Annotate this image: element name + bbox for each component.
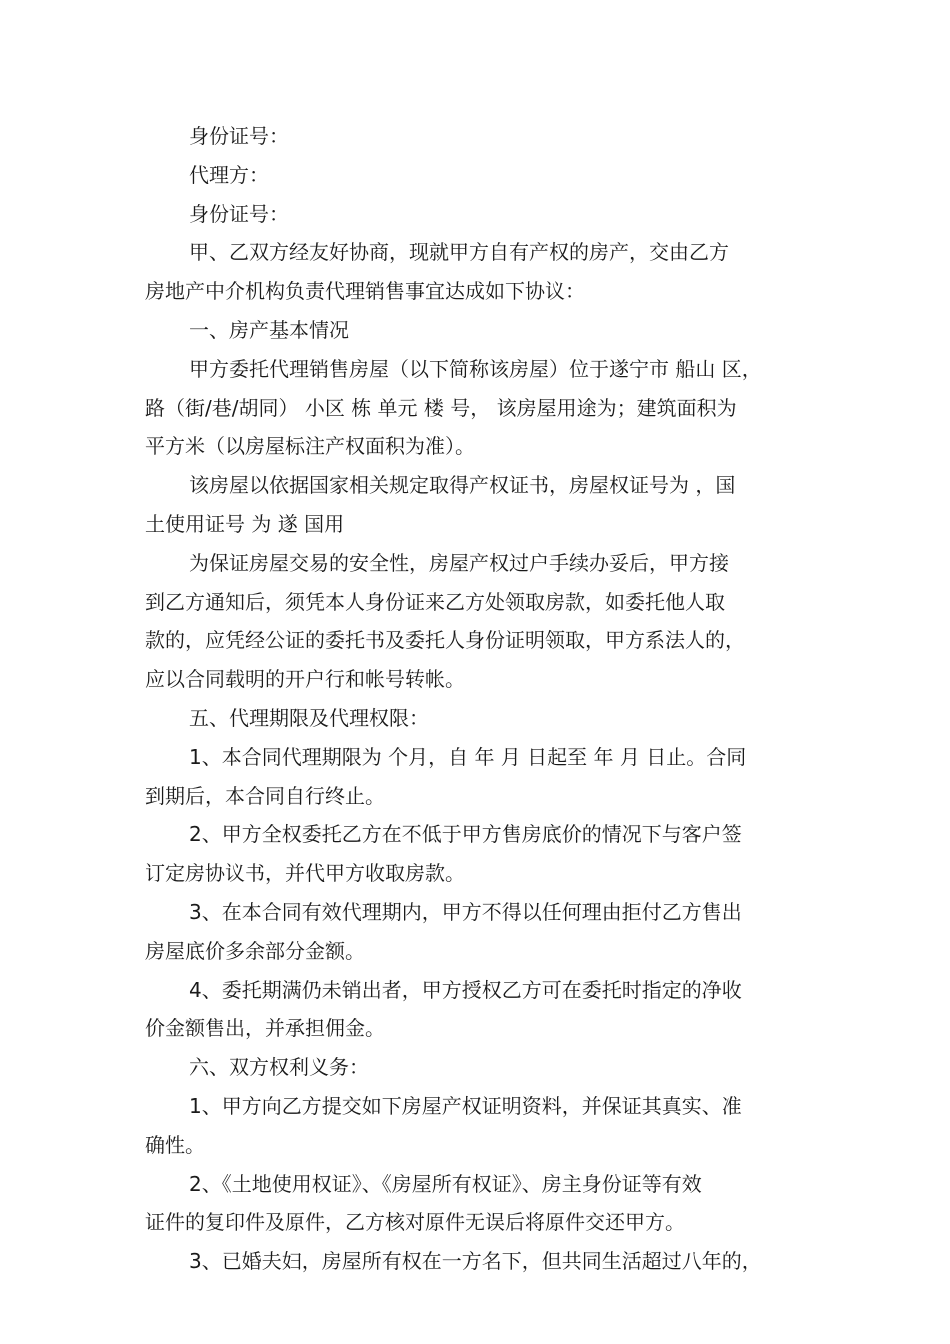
paragraph-line: 证件的复印件及原件，乙方核对原件无误后将原件交还甲方。 xyxy=(145,1210,685,1235)
paragraph xyxy=(145,311,815,350)
paragraph-line: 到期后，本合同自行终止。 xyxy=(145,783,385,808)
paragraph xyxy=(145,893,815,971)
paragraph-line: 身份证号： xyxy=(189,124,289,148)
paragraph-line: 甲、乙双方经友好协商，现就甲方自有产权的房产，交由乙方 xyxy=(189,240,729,265)
paragraph-line: 身份证号： xyxy=(189,201,289,226)
paragraph xyxy=(145,233,815,311)
paragraph-line: 六、双方权利义务： xyxy=(189,1055,369,1080)
paragraph-line: 房屋底价多余部分金额。 xyxy=(145,938,365,963)
paragraph xyxy=(145,1087,815,1165)
paragraph-line: 代理方： xyxy=(189,162,269,187)
paragraph xyxy=(145,1242,815,1281)
paragraph xyxy=(145,971,815,1049)
paragraph-line: 五、代理期限及代理权限： xyxy=(189,705,429,730)
paragraph-line: 应以合同载明的开户行和帐号转帐。 xyxy=(145,667,465,692)
paragraph-line: 3、已婚夫妇，房屋所有权在一方名下，但共同生活超过八年的， xyxy=(189,1249,762,1274)
paragraph-line: 1、甲方向乙方提交如下房屋产权证明资料，并保证其真实、准 xyxy=(189,1093,742,1118)
paragraph xyxy=(145,195,815,234)
paragraph-line: 3、在本合同有效代理期内，甲方不得以任何理由拒付乙方售出 xyxy=(189,899,742,924)
paragraph xyxy=(145,1165,815,1243)
paragraph xyxy=(145,1048,815,1087)
paragraph xyxy=(145,815,815,893)
paragraph-line: 款的，应凭经公证的委托书及委托人身份证明领取，甲方系法人的， xyxy=(145,628,745,653)
paragraph-line: 2、《土地使用权证》、《房屋所有权证》、房主身份证等有效 xyxy=(189,1171,702,1196)
paragraph xyxy=(145,699,815,738)
paragraph-line: 土使用证号 为 遂 国用 xyxy=(145,511,345,536)
paragraph xyxy=(145,738,815,816)
paragraph xyxy=(145,117,815,156)
paragraph-line: 房地产中介机构负责代理销售事宜达成如下协议： xyxy=(145,279,585,304)
paragraph-line: 为保证房屋交易的安全性，房屋产权过户手续办妥后，甲方接 xyxy=(189,550,729,575)
paragraph-line: 平方米（以房屋标注产权面积为准）。 xyxy=(145,434,475,459)
paragraph-line: 4、委托期满仍未销出者，甲方授权乙方可在委托时指定的净收 xyxy=(189,977,742,1002)
paragraph-line: 一、房产基本情况 xyxy=(189,317,349,342)
paragraph-line: 价金额售出，并承担佣金。 xyxy=(145,1016,385,1041)
paragraph-line: 1、本合同代理期限为 个月，自 年 月 日起至 年 月 日止。合同 xyxy=(189,744,747,769)
paragraph xyxy=(145,466,815,544)
paragraph-line: 路（街/巷/胡同） 小区 栋 单元 楼 号， 该房屋用途为；建筑面积为 xyxy=(145,395,737,420)
paragraph-line: 订定房协议书，并代甲方收取房款。 xyxy=(145,861,465,886)
paragraph xyxy=(145,350,815,466)
paragraph-line: 到乙方通知后，须凭本人身份证来乙方处领取房款，如委托他人取 xyxy=(145,589,725,614)
paragraph xyxy=(145,156,815,195)
paragraph-line: 确性。 xyxy=(145,1132,205,1157)
paragraph-line: 甲方委托代理销售房屋（以下简称该房屋）位于遂宁市 船山 区， xyxy=(189,356,762,381)
paragraph-line: 该房屋以依据国家相关规定取得产权证书，房屋权证号为 ，国 xyxy=(189,473,736,498)
paragraph-line: 2、甲方全权委托乙方在不低于甲方售房底价的情况下与客户签 xyxy=(189,822,742,847)
document-body xyxy=(145,117,815,1281)
paragraph xyxy=(145,544,815,699)
